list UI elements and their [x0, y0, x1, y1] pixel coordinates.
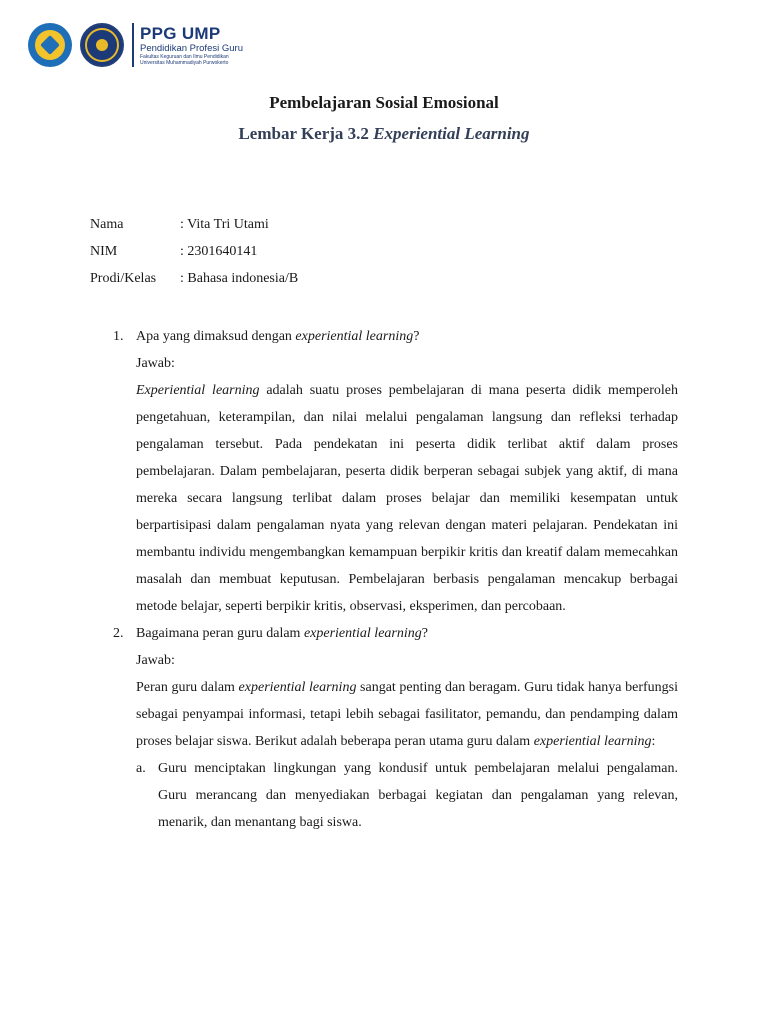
- identity-value: : Bahasa indonesia/B: [180, 271, 299, 286]
- answer-label: Jawab:: [136, 653, 175, 668]
- list-item-text: Guru menciptakan lingkungan yang kondusif untuk pembelajaran melalui pengalaman. Guru merancang dan menyediakan berbagai kegiatan dan pengalaman yang relevan, menarik, dan menantang bagi siswa.: [158, 761, 678, 830]
- answer-italic-2: experiential learning: [533, 734, 652, 749]
- list-item: [136, 755, 678, 836]
- brand-subtitle: Pendidikan Profesi Guru: [140, 42, 243, 54]
- identity-row-nim: [90, 244, 298, 271]
- identity-row-nama: [90, 217, 298, 244]
- brand-faculty: Fakultas Keguruan dan Ilmu Pendidikan: [140, 53, 229, 60]
- answer-part-a: Peran guru dalam: [136, 680, 239, 695]
- identity-label: Nama: [90, 217, 124, 232]
- ump-logo-icon: [80, 23, 124, 67]
- identity-block: [90, 217, 298, 298]
- list-item-letter: a.: [136, 761, 146, 776]
- identity-label: Prodi/Kelas: [90, 271, 157, 286]
- brand-title: PPG UMP: [140, 23, 221, 43]
- question-2: [113, 620, 678, 836]
- answer-italic-1: experiential learning: [238, 680, 357, 695]
- identity-row-prodi: [90, 271, 298, 298]
- answer-part-b: sangat penting dan beragam. Guru tidak hanya berfungsi sebagai penyampai informasi, tetapi lebih sebagai fasilitator, pemandu, dan pendamping dalam proses belajar siswa. Berikut adalah beberapa peran utama guru dalam: [136, 680, 678, 749]
- question-number: 1.: [113, 329, 124, 344]
- question-number: 2.: [113, 626, 124, 641]
- question-1: [113, 323, 678, 620]
- questions: [113, 323, 678, 836]
- question-prefix: Bagaimana peran guru dalam: [136, 626, 304, 641]
- question-italic: experiential learning: [303, 626, 422, 641]
- question-body: [136, 620, 678, 836]
- kemendikbud-logo-icon: [28, 23, 72, 67]
- question-italic: experiential learning: [295, 329, 414, 344]
- identity-label: NIM: [90, 244, 118, 259]
- answer-italic: Experiential learning: [136, 383, 260, 398]
- page-subtitle: [0, 124, 768, 144]
- header-logos: [28, 20, 243, 70]
- answer-part-c: :: [651, 734, 656, 749]
- logo-divider: [132, 23, 134, 67]
- answer-text: [136, 377, 678, 620]
- question-suffix: ?: [413, 329, 420, 344]
- identity-value: : Vita Tri Utami: [180, 217, 269, 232]
- subtitle-italic: Experiential Learning: [373, 124, 530, 143]
- question-suffix: ?: [421, 626, 428, 641]
- question-body: [136, 323, 678, 620]
- brand-block: [140, 25, 243, 66]
- identity-value: : 2301640141: [180, 244, 258, 259]
- question-prefix: Apa yang dimaksud dengan: [136, 329, 296, 344]
- subtitle-prefix: Lembar Kerja 3.2: [238, 124, 374, 143]
- answer-label: Jawab:: [136, 356, 175, 371]
- brand-university: Universitas Muhammadiyah Purwokerto: [140, 59, 229, 66]
- question-text: [136, 620, 678, 647]
- answer-rest: adalah suatu proses pembelajaran di mana peserta didik memperoleh pengetahuan, keterampilan, dan nilai melalui pengalaman langsung dan refleksi terhadap pengalaman tersebut. Pada pendekatan ini peserta didik terlibat aktif dalam proses pembelajaran. Dalam pembelajaran, peserta didik berperan sebagai subjek yang aktif, di mana mereka secara langsung terlibat dalam proses belajar dan memiliki kesempatan untuk berpartisipasi dalam pengalaman nyata yang relevan dengan materi pelajaran. Pendekatan ini membantu individu mengembangkan kemampuan berpikir kritis dan kreatif dalam memecahkan masalah dan membuat keputusan. Pembelajaran berbasis pengalaman mencakup berbagai metode belajar, seperti berpikir kritis, observasi, eksperimen, dan percobaan.: [136, 383, 678, 614]
- page-title: Pembelajaran Sosial Emosional: [269, 93, 499, 112]
- answer-text: [136, 674, 678, 755]
- question-text: [136, 323, 678, 350]
